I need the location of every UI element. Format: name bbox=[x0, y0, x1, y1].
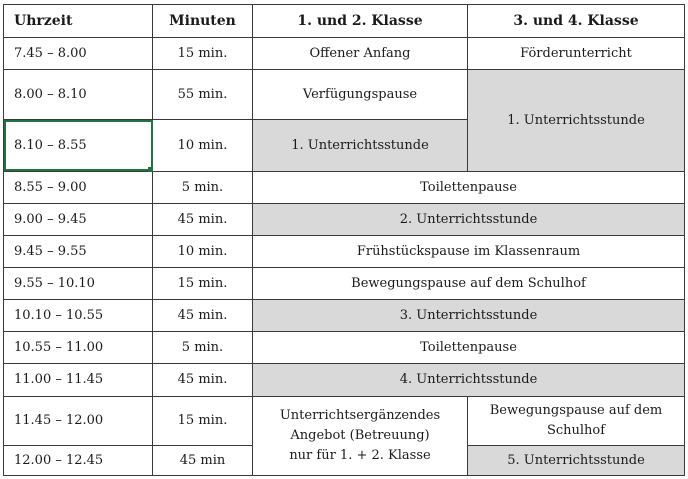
time-cell[interactable]: 10.10 – 10.55 bbox=[4, 300, 153, 332]
all-classes-cell[interactable]: 4. Unterrichtsstunde bbox=[253, 364, 685, 396]
minutes-cell[interactable]: 55 min. bbox=[153, 70, 253, 120]
timetable bbox=[3, 4, 685, 476]
time-cell[interactable]: 10.55 – 11.00 bbox=[4, 332, 153, 364]
header-minutes[interactable]: Minuten bbox=[153, 5, 253, 38]
all-classes-cell[interactable]: Bewegungspause auf dem Schulhof bbox=[253, 268, 685, 300]
all-classes-cell[interactable]: Toilettenpause bbox=[253, 332, 685, 364]
minutes-cell[interactable]: 45 min. bbox=[153, 364, 253, 396]
minutes-cell[interactable]: 45 min bbox=[153, 445, 253, 475]
table-row bbox=[4, 70, 685, 120]
minutes-cell[interactable]: 5 min. bbox=[153, 332, 253, 364]
time-cell[interactable]: 11.00 – 11.45 bbox=[4, 364, 153, 396]
minutes-cell[interactable]: 10 min. bbox=[153, 120, 253, 171]
time-cell[interactable]: 9.45 – 9.55 bbox=[4, 235, 153, 267]
table-row bbox=[4, 235, 685, 267]
selection-fill-handle[interactable] bbox=[148, 167, 153, 172]
cell-line: Unterrichtsergänzendes bbox=[279, 407, 441, 423]
table-row bbox=[4, 268, 685, 300]
class-1-2-cell[interactable]: Verfügungspause bbox=[253, 70, 468, 120]
time-cell[interactable]: 7.45 – 8.00 bbox=[4, 38, 153, 70]
time-cell[interactable]: 9.00 – 9.45 bbox=[4, 203, 153, 235]
minutes-cell[interactable]: 15 min. bbox=[153, 396, 253, 445]
table-row bbox=[4, 38, 685, 70]
class-1-2-cell[interactable]: 1. Unterrichtsstunde bbox=[253, 120, 468, 171]
class-3-4-cell[interactable]: Förderunterricht bbox=[468, 38, 685, 70]
class-3-4-cell[interactable] bbox=[468, 396, 685, 445]
cell-line: Angebot (Betreuung) bbox=[290, 427, 430, 443]
table-row bbox=[4, 364, 685, 396]
all-classes-cell[interactable]: Frühstückspause im Klassenraum bbox=[253, 235, 685, 267]
minutes-cell[interactable]: 5 min. bbox=[153, 171, 253, 203]
minutes-cell[interactable]: 15 min. bbox=[153, 268, 253, 300]
time-cell[interactable]: 8.55 – 9.00 bbox=[4, 171, 153, 203]
minutes-cell[interactable]: 10 min. bbox=[153, 235, 253, 267]
table-row bbox=[4, 203, 685, 235]
header-class-3-4[interactable]: 3. und 4. Klasse bbox=[468, 5, 685, 38]
class-1-2-cell[interactable] bbox=[253, 396, 468, 475]
time-cell[interactable]: 8.00 – 8.10 bbox=[4, 70, 153, 120]
time-cell[interactable]: 12.00 – 12.45 bbox=[4, 445, 153, 475]
class-3-4-cell[interactable]: 1. Unterrichtsstunde bbox=[468, 70, 685, 171]
minutes-cell[interactable]: 45 min. bbox=[153, 300, 253, 332]
cell-line: Bewegungspause auf dem bbox=[489, 402, 663, 418]
table-row bbox=[4, 332, 685, 364]
all-classes-cell[interactable]: 3. Unterrichtsstunde bbox=[253, 300, 685, 332]
time-cell-selected[interactable]: 8.10 – 8.55 bbox=[4, 120, 153, 171]
time-cell[interactable]: 9.55 – 10.10 bbox=[4, 268, 153, 300]
minutes-cell[interactable]: 15 min. bbox=[153, 38, 253, 70]
table-row bbox=[4, 171, 685, 203]
cell-line: Schulhof bbox=[546, 422, 606, 438]
table-row bbox=[4, 396, 685, 445]
header-row bbox=[4, 5, 685, 38]
time-cell[interactable]: 11.45 – 12.00 bbox=[4, 396, 153, 445]
header-class-1-2[interactable]: 1. und 2. Klasse bbox=[253, 5, 468, 38]
minutes-cell[interactable]: 45 min. bbox=[153, 203, 253, 235]
all-classes-cell[interactable]: 2. Unterrichtsstunde bbox=[253, 203, 685, 235]
cell-line: nur für 1. + 2. Klasse bbox=[289, 447, 431, 463]
table-row bbox=[4, 300, 685, 332]
header-time[interactable]: Uhrzeit bbox=[4, 5, 153, 38]
class-1-2-cell[interactable]: Offener Anfang bbox=[253, 38, 468, 70]
all-classes-cell[interactable]: Toilettenpause bbox=[253, 171, 685, 203]
class-3-4-cell[interactable]: 5. Unterrichtsstunde bbox=[468, 445, 685, 475]
